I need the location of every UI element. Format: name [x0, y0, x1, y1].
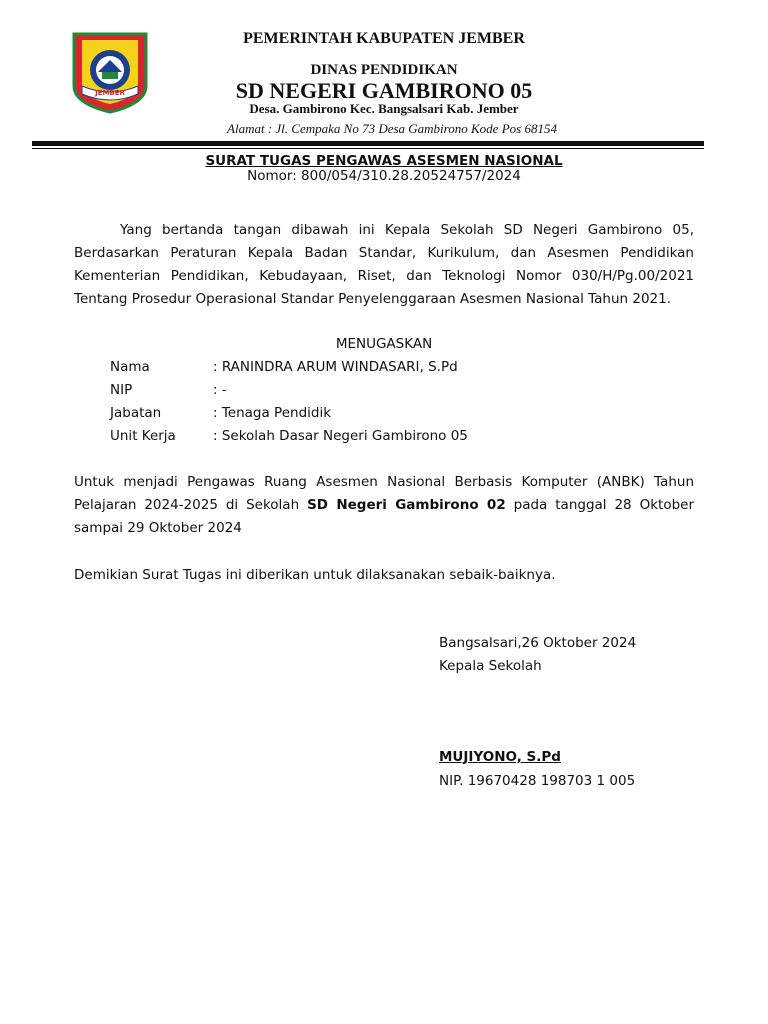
document-title: SURAT TUGAS PENGAWAS ASESMEN NASIONAL: [205, 153, 563, 169]
field-label: Unit Kerja: [110, 428, 176, 444]
field-value: : Sekolah Dasar Negeri Gambirono 05: [213, 428, 468, 444]
school-name: SD NEGERI GAMBIRONO 05: [235, 78, 533, 103]
letterhead-rule-thin: [32, 148, 704, 149]
assign-heading: MENUGASKAN: [335, 336, 433, 352]
field-value: : -: [213, 382, 227, 398]
regency-emblem-logo: [68, 30, 152, 114]
assigned-school: SD Negeri Gambirono 02: [307, 497, 506, 513]
school-village: Desa. Gambirono Kec. Bangsalsari Kab. Jember: [249, 101, 519, 116]
field-value: : RANINDRA ARUM WINDASARI, S.Pd: [213, 359, 458, 375]
logo-text: JEMBER: [95, 89, 125, 97]
school-address: Alamat : Jl. Cempaka No 73 Desa Gambirono Kode Pos 68154: [227, 121, 557, 136]
letterhead-rule-thick: [32, 141, 704, 146]
signature-role: Kepala Sekolah: [439, 658, 542, 674]
document-number: Nomor: 800/054/310.28.20524757/2024: [247, 168, 521, 184]
closing-paragraph: Demikian Surat Tugas ini diberikan untuk dilaksanakan sebaik-baiknya.: [74, 567, 556, 583]
signature-place-date: Bangsalsari,26 Oktober 2024: [439, 635, 637, 651]
opening-paragraph: Yang bertanda tangan dibawah ini Kepala Sekolah SD Negeri Gambirono 05, Berdasarkan Peraturan Kepala Badan Standar, Kurikulum, dan Asesmen Pendidikan Kementerian Pendidikan, Kebudayaan, Riset, dan Teknologi Nomor 030/H/Pg.00/2021 Tentang Prosedur Operasional Standar Penyelenggaraan Asesmen Nasional Tahun 2021.: [74, 222, 694, 307]
field-label: Jabatan: [110, 405, 162, 421]
field-label: NIP: [110, 382, 133, 398]
assignment-paragraph: Untuk menjadi Pengawas Ruang Asesmen Nasional Berbasis Komputer (ANBK) Tahun Pelajaran 2024-2025 di Sekolah SD Negeri Gambirono 02 pada tanggal 28 Oktober sampai 29 Oktober 2024: [74, 474, 694, 536]
signatory-name: MUJIYONO, S.Pd: [439, 749, 561, 765]
signatory-nip: NIP. 19670428 198703 1 005: [439, 773, 636, 789]
department-name: DINAS PENDIDIKAN: [310, 62, 458, 78]
government-name: PEMERINTAH KABUPATEN JEMBER: [243, 30, 525, 47]
field-label: Nama: [110, 359, 150, 375]
field-value: : Tenaga Pendidik: [213, 405, 332, 421]
